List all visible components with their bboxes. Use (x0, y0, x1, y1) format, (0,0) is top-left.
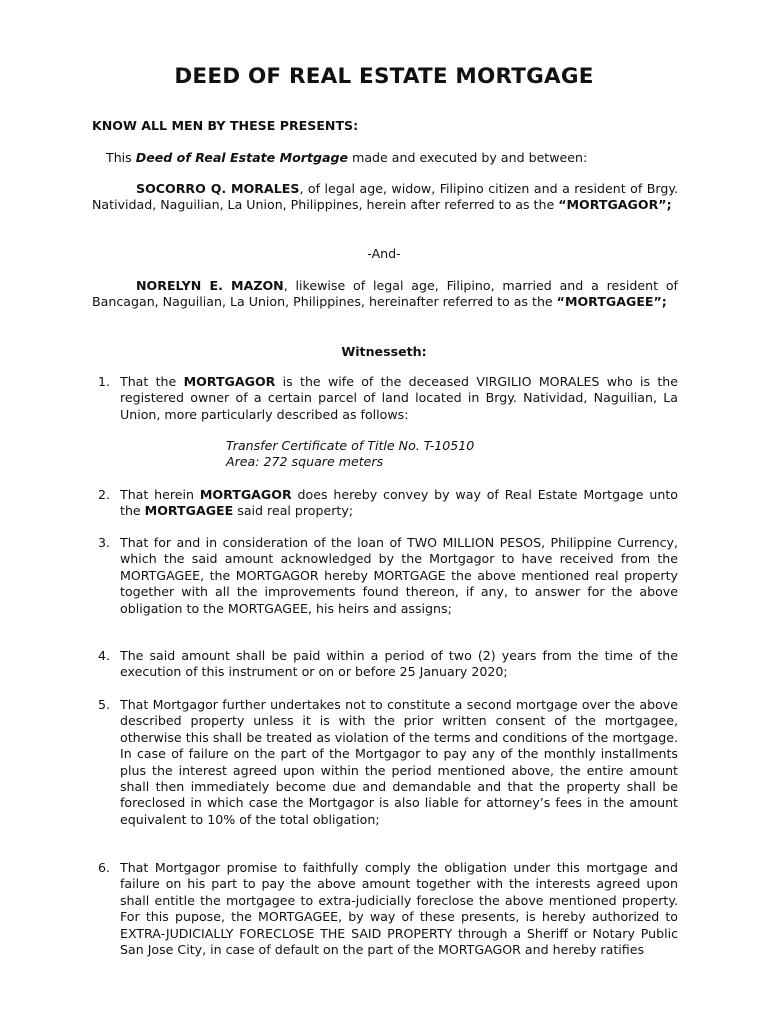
intro-deed-name: Deed of Real Estate Mortgage (135, 150, 349, 165)
area: Area: 272 square meters (226, 454, 384, 470)
list-item-4 (92, 648, 678, 681)
document-title: DEED OF REAL ESTATE MORTGAGE (174, 64, 594, 89)
list-number: 5. (98, 697, 111, 712)
intro-post: made and executed by and between: (348, 150, 588, 165)
list-item-3 (92, 535, 678, 617)
item6-text: That Mortgagor promise to faithfully comply the obligation under this mortgage and failure on his part to pay the above amount together with the interests agreed upon shall entitle the mortgagee to extra-judicially foreclose the above mentioned property. For this pupose, the MORTGAGEE, by way of these presents, is hereby authorized to EXTRA-JUDICIALLY FORECLOSE THE SAID PROPERTY through a Sheriff or Notary Public San Jose City, in case of default on the part of the MORTGAGOR and hereby ratifies (120, 860, 678, 958)
mortgagee-description: , likewise of legal age, Filipino, married and a resident of Bancagan, Naguilian, La Union, Philippines, hereinafter referred to as the (92, 278, 678, 310)
list-number: 6. (98, 860, 111, 875)
mortgagee-paragraph (92, 278, 678, 311)
intro-paragraph (106, 150, 587, 166)
mortgagor-description: , of legal age, widow, Filipino citizen and a resident of Brgy. Natividad, Naguilian, La Union, Philippines, herein after referred to as the (92, 181, 678, 213)
list-number: 2. (98, 487, 111, 502)
item2-bold1: MORTGAGOR (199, 487, 292, 502)
item2-bold2: MORTGAGEE (144, 503, 234, 519)
mortgagee-name: NORELYN E. MAZON (136, 278, 284, 293)
mortgagor-role: “MORTGAGOR”; (558, 197, 672, 213)
list-number: 1. (98, 374, 111, 389)
item3-text: That for and in consideration of the loan of TWO MILLION PESOS, Philippine Currency, which the said amount acknowledged by the Mortgagor to have received from the MORTGAGEE, the MORTGAGOR hereby MORTGAGE the above mentioned real property together with all the improvements found thereon, if any, to answer for the above obligation to the MORTGAGEE, his heirs and assigns; (120, 535, 678, 616)
witnesseth-heading: Witnesseth: (341, 344, 427, 359)
item2-post: said real property; (233, 503, 354, 519)
item4-text: The said amount shall be paid within a period of two (2) years from the time of the execution of this instrument or on or before 25 January 2020; (120, 648, 678, 680)
list-number: 4. (98, 648, 111, 663)
item1-pre: That the (120, 374, 184, 389)
intro-pre: This (106, 150, 136, 165)
property-description (226, 438, 474, 471)
item5-text: That Mortgagor further undertakes not to constitute a second mortgage over the above described property unless it is with the prior written consent of the mortgagee, otherwise this shall be treated as violation of the terms and conditions of the mortgage. In case of failure on the part of the Mortgagor to pay any of the monthly installments plus the interest agreed upon within the period mentioned above, the entire amount shall then immediately become due and demandable and that the property shall be foreclosed in which case the Mortgagor is also liable for attorney’s fees in the amount equivalent to 10% of the total obligation; (120, 697, 678, 827)
mortgagor-paragraph (92, 181, 678, 214)
mortgagee-role: “MORTGAGEE”; (556, 294, 667, 310)
opening-clause: KNOW ALL MEN BY THESE PRESENTS: (92, 118, 359, 133)
title-number: Transfer Certificate of Title No. T-10510 (226, 438, 475, 453)
and-separator: -And- (367, 246, 401, 261)
item1-post: is the wife of the deceased VIRGILIO MORALES who is the registered owner of a certain parcel of land located in Brgy. Natividad, Naguilian, La Union, more particularly described as follows: (120, 374, 678, 422)
item1-bold: MORTGAGOR (183, 374, 276, 389)
list-item-2 (92, 487, 678, 520)
list-item-6 (92, 860, 678, 958)
list-item-1 (92, 374, 678, 423)
list-number: 3. (98, 535, 111, 550)
list-item-5 (92, 697, 678, 828)
mortgagor-name: SOCORRO Q. MORALES (136, 181, 300, 196)
item2-mid: does hereby convey by way of Real Estate Mortgage unto the (120, 487, 678, 519)
item2-pre: That herein (120, 487, 200, 502)
